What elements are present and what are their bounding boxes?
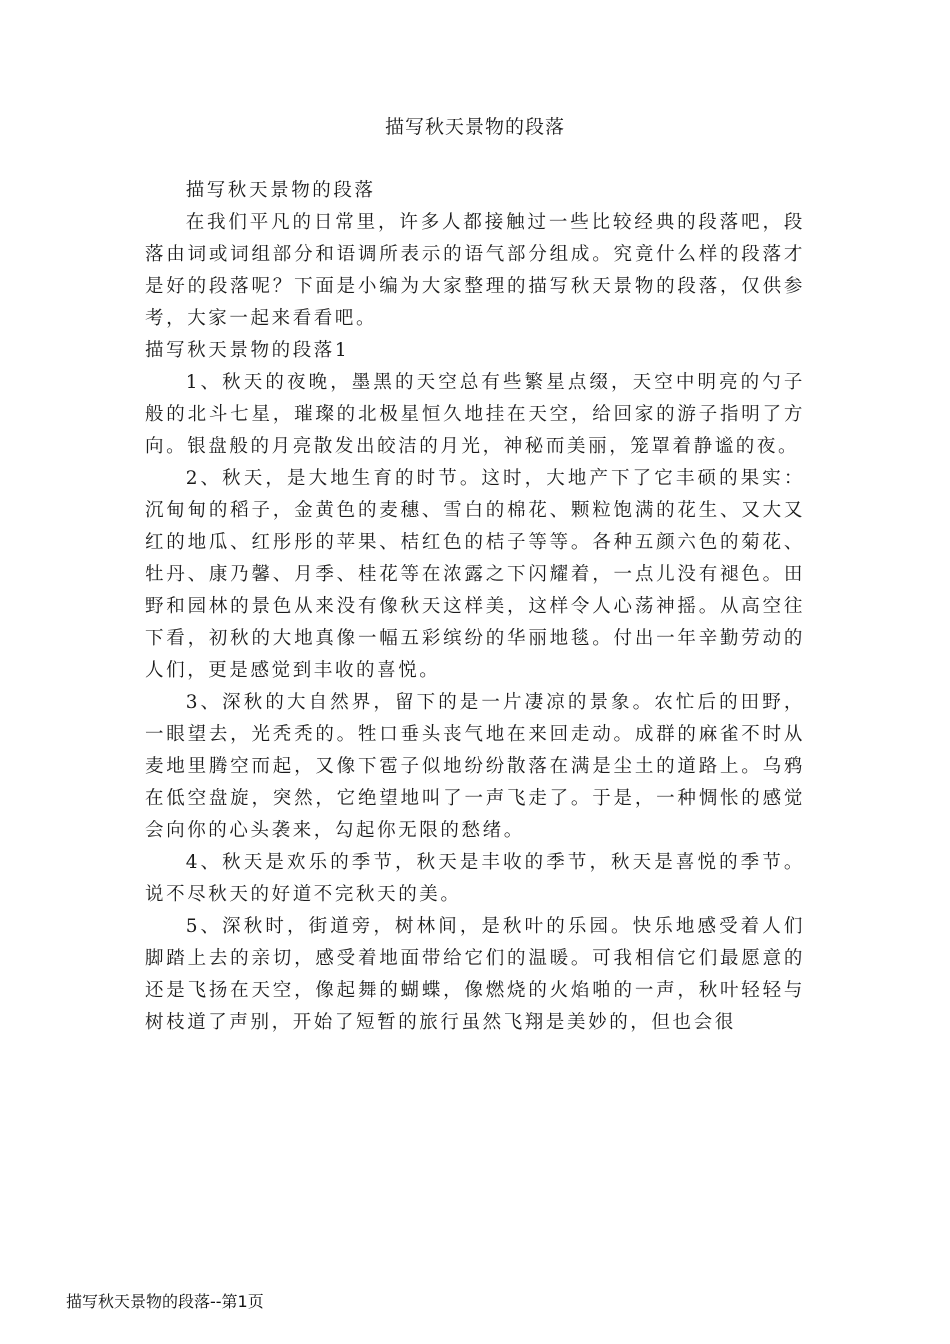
paragraph-2: 2、秋天，是大地生育的时节。这时，大地产下了它丰硕的果实：沉甸甸的稻子，金黄色的麦穗、雪白的棉花、颗粒饱满的花生、又大又红的地瓜、红彤彤的苹果、桔红色的桔子等等。各种五颜六色的菊花、牡丹、康乃馨、月季、桂花等在浓露之下闪耀着，一点儿没有褪色。田野和园林的景色从来没有像秋天这样美，这样令人心荡神摇。从高空往下看，初秋的大地真像一幅五彩缤纷的华丽地毯。付出一年辛勤劳动的人们，更是感觉到丰收的喜悦。: [145, 468, 805, 681]
paragraph-3: 3、深秋的大自然界，留下的是一片凄凉的景象。农忙后的田野，一眼望去，光秃秃的。牲口垂头丧气地在来回走动。成群的麻雀不时从麦地里腾空而起，又像下雹子似地纷纷散落在满是尘土的道路上。乌鸦在低空盘旋，突然，它绝望地叫了一声飞走了。于是，一种惆怅的感觉会向你的心头袭来，勾起你无限的愁绪。: [145, 692, 805, 841]
paragraph-1: 1、秋天的夜晚，墨黑的天空总有些繁星点缀，天空中明亮的勺子般的北斗七星，璀璨的北极星恒久地挂在天空，给回家的游子指明了方向。银盘般的月亮散发出皎洁的月光，神秘而美丽，笼罩着静谧的夜。: [145, 372, 805, 457]
page-footer: 描写秋天景物的段落--第1页: [66, 1292, 264, 1311]
paragraph-5: 5、深秋时，街道旁，树林间，是秋叶的乐园。快乐地感受着人们脚踏上去的亲切，感受着地面带给它们的温暖。可我相信它们最愿意的还是飞扬在天空，像起舞的蝴蝶，像燃烧的火焰啪的一声，秋叶轻轻与树枝道了声别，开始了短暂的旅行虽然飞翔是美妙的，但也会很: [145, 916, 805, 1033]
document-title: 描写秋天景物的段落: [384, 116, 565, 138]
document-body: [145, 175, 805, 1039]
intro-paragraph: 在我们平凡的日常里，许多人都接触过一些比较经典的段落吧，段落由词或词组部分和语调所表示的语气部分组成。究竟什么样的段落才是好的段落呢？下面是小编为大家整理的描写秋天景物的段落，仅供参考，大家一起来看看吧。: [145, 212, 805, 329]
section-heading: 描写秋天景物的段落1: [145, 340, 350, 361]
paragraph-4: 4、秋天是欢乐的季节，秋天是丰收的季节，秋天是喜悦的季节。说不尽秋天的好道不完秋天的美。: [145, 852, 805, 905]
document-subtitle: 描写秋天景物的段落: [185, 180, 376, 201]
